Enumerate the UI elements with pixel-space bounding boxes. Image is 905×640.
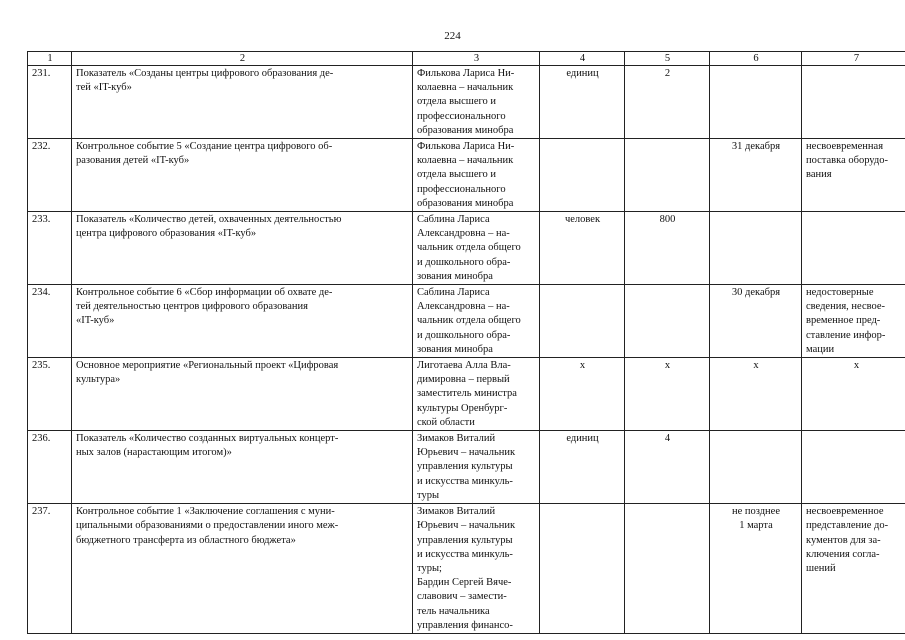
indicator-name-cell-line: «IT-куб» — [76, 315, 115, 327]
unit-cell — [540, 285, 625, 358]
table-row — [28, 212, 905, 285]
deadline-cell-line: 31 декабря — [731, 141, 781, 153]
risk-cell-line: поставка оборудо- — [806, 155, 888, 167]
indicator-name-cell-line: тей деятельностью центров цифрового образования — [76, 301, 308, 313]
column-header-6: 6 — [710, 52, 802, 66]
responsible-person-cell-line: Зимаков Виталий — [417, 433, 496, 445]
indicator-name-cell-line: бюджетного трансферта из областного бюджета» — [76, 534, 296, 546]
value-cell: 2 — [625, 66, 710, 139]
column-header-5: 5 — [625, 52, 710, 66]
value-cell — [625, 504, 710, 634]
responsible-person-cell — [413, 431, 540, 504]
risk-cell — [802, 139, 905, 212]
indicator-name-cell-line: ципальными образованиями о предоставлении иного меж- — [76, 520, 339, 532]
responsible-person-cell-line: профессионального — [417, 183, 506, 195]
responsible-person-cell-line: Юрьевич – начальник — [417, 447, 516, 459]
responsible-person-cell-line: тель начальника — [417, 605, 490, 617]
deadline-cell — [710, 285, 802, 358]
responsible-person-cell — [413, 66, 540, 139]
row-number-cell: 231. — [28, 66, 72, 139]
risk-cell — [802, 212, 905, 285]
document-table — [27, 51, 905, 634]
deadline-cell-line: х — [753, 360, 759, 372]
responsible-person-cell-line: зования минобра — [417, 343, 493, 355]
responsible-person-cell — [413, 139, 540, 212]
responsible-person-cell-line: и искусства минкуль- — [417, 548, 513, 560]
responsible-person-cell-line: колаевна – начальник — [417, 155, 514, 167]
column-header-4: 4 — [540, 52, 625, 66]
column-header-7: 7 — [802, 52, 905, 66]
unit-cell — [540, 139, 625, 212]
indicator-name-cell-line: тей «IT-куб» — [76, 82, 132, 94]
indicator-name-cell — [72, 358, 413, 431]
unit-cell: х — [540, 358, 625, 431]
responsible-person-cell-line: Саблина Лариса — [417, 287, 490, 299]
responsible-person-cell-line: управления культуры — [417, 461, 513, 473]
deadline-cell-line: 1 марта — [739, 520, 773, 532]
responsible-person-cell-line: управления культуры — [417, 534, 513, 546]
unit-cell — [540, 504, 625, 634]
responsible-person-cell-line: ской области — [417, 416, 475, 428]
responsible-person-cell-line: Александровна – на- — [417, 301, 510, 313]
row-number-cell: 233. — [28, 212, 72, 285]
unit-cell: единиц — [540, 66, 625, 139]
responsible-person-cell-line: культуры Оренбург- — [417, 402, 508, 414]
indicator-name-cell-line: Основное мероприятие «Региональный проект «Цифровая — [76, 360, 339, 372]
risk-cell — [802, 285, 905, 358]
risk-cell — [802, 431, 905, 504]
deadline-cell — [710, 504, 802, 634]
responsible-person-cell-line: чальник отдела общего — [417, 242, 521, 254]
indicator-name-cell — [72, 66, 413, 139]
header-row — [28, 52, 905, 66]
deadline-cell-line: 30 декабря — [731, 287, 781, 299]
indicator-name-cell-line: разования детей «IT-куб» — [76, 155, 190, 167]
table-row — [28, 358, 905, 431]
responsible-person-cell-line: зования минобра — [417, 270, 493, 282]
indicator-name-cell — [72, 285, 413, 358]
responsible-person-cell-line: управления финансо- — [417, 619, 513, 631]
responsible-person-cell-line: отдела высшего и — [417, 169, 497, 181]
row-number-cell: 234. — [28, 285, 72, 358]
responsible-person-cell-line: образования минобра — [417, 197, 514, 209]
responsible-person-cell-line: чальник отдела общего — [417, 315, 521, 327]
risk-cell-line: ключения согла- — [806, 548, 880, 560]
risk-cell-line: представление до- — [806, 520, 889, 532]
deadline-cell — [710, 212, 802, 285]
indicator-name-cell — [72, 431, 413, 504]
value-cell: 4 — [625, 431, 710, 504]
value-cell — [625, 285, 710, 358]
responsible-person-cell — [413, 212, 540, 285]
responsible-person-cell-line: Зимаков Виталий — [417, 506, 496, 518]
unit-cell: единиц — [540, 431, 625, 504]
indicator-name-cell-line: Контрольное событие 6 «Сбор информации об охвате де- — [76, 287, 333, 299]
indicator-name-cell-line: центра цифрового образования «IT-куб» — [76, 228, 257, 240]
table-row — [28, 285, 905, 358]
indicator-name-cell-line: Контрольное событие 5 «Создание центра цифрового об- — [76, 141, 333, 153]
responsible-person-cell-line: и искусства минкуль- — [417, 475, 513, 487]
responsible-person-cell — [413, 504, 540, 634]
responsible-person-cell-line: Лиготаева Алла Вла- — [417, 360, 511, 372]
table-row — [28, 66, 905, 139]
risk-cell-line: сведения, несвое- — [806, 301, 886, 313]
deadline-cell — [710, 139, 802, 212]
risk-cell-line: несвоевременное — [806, 506, 884, 518]
risk-cell-line: недостоверные — [806, 287, 874, 299]
indicator-name-cell — [72, 504, 413, 634]
responsible-person-cell-line: профессионального — [417, 110, 506, 122]
indicator-name-cell — [72, 212, 413, 285]
deadline-cell — [710, 66, 802, 139]
risk-cell-line: х — [853, 360, 860, 372]
risk-cell-line: кументов для за- — [806, 534, 881, 546]
row-number-cell: 235. — [28, 358, 72, 431]
risk-cell-line: несвоевременная — [806, 141, 884, 153]
responsible-person-cell-line: димировна – первый — [417, 374, 510, 386]
responsible-person-cell-line: заместитель министра — [417, 388, 517, 400]
responsible-person-cell — [413, 358, 540, 431]
column-header-2: 2 — [72, 52, 413, 66]
table-row — [28, 139, 905, 212]
risk-cell-line: шений — [806, 562, 836, 574]
responsible-person-cell-line: Филькова Лариса Ни- — [417, 68, 515, 79]
row-number-cell: 236. — [28, 431, 72, 504]
row-number-cell: 232. — [28, 139, 72, 212]
responsible-person-cell-line: Филькова Лариса Ни- — [417, 141, 515, 153]
value-cell: 800 — [625, 212, 710, 285]
indicator-name-cell-line: культура» — [76, 374, 121, 386]
indicator-name-cell-line: Контрольное событие 1 «Заключение соглашения с муни- — [76, 506, 335, 518]
responsible-person-cell-line: образования минобра — [417, 124, 514, 136]
indicator-name-cell-line: ных залов (нарастающим итогом)» — [76, 447, 232, 459]
row-number-cell: 237. — [28, 504, 72, 634]
risk-cell — [802, 358, 905, 431]
table-row — [28, 504, 905, 634]
risk-cell-line: ставление инфор- — [806, 329, 886, 341]
responsible-person-cell-line: колаевна – начальник — [417, 82, 514, 94]
deadline-cell — [710, 358, 802, 431]
table-row — [28, 431, 905, 504]
indicator-name-cell-line: Показатель «Созданы центры цифрового образования де- — [76, 68, 334, 79]
responsible-person-cell-line: туры — [417, 489, 440, 501]
responsible-person-cell-line: и дошкольного обра- — [417, 256, 511, 268]
responsible-person-cell-line: Бардин Сергей Вяче- — [417, 577, 512, 589]
responsible-person-cell-line: Юрьевич – начальник — [417, 520, 516, 532]
risk-cell — [802, 504, 905, 634]
responsible-person-cell-line: славович – замести- — [417, 591, 507, 603]
risk-cell — [802, 66, 905, 139]
risk-cell-line: мации — [806, 343, 835, 355]
responsible-person-cell-line: отдела высшего и — [417, 96, 497, 108]
indicator-name-cell — [72, 139, 413, 212]
value-cell — [625, 139, 710, 212]
responsible-person-cell-line: Саблина Лариса — [417, 214, 490, 226]
responsible-person-cell-line: Александровна – на- — [417, 228, 510, 240]
risk-cell-line: вания — [806, 169, 832, 181]
deadline-cell-line: не позднее — [731, 506, 780, 518]
responsible-person-cell-line: туры; — [417, 562, 442, 574]
column-header-3: 3 — [413, 52, 540, 66]
column-header-1: 1 — [28, 52, 72, 66]
deadline-cell — [710, 431, 802, 504]
indicator-name-cell-line: Показатель «Количество созданных виртуальных концерт- — [76, 433, 339, 445]
page-number: 224 — [444, 30, 461, 42]
responsible-person-cell — [413, 285, 540, 358]
value-cell: х — [625, 358, 710, 431]
responsible-person-cell-line: и дошкольного обра- — [417, 329, 511, 341]
indicator-name-cell-line: Показатель «Количество детей, охваченных деятельностью — [76, 214, 342, 226]
unit-cell: человек — [540, 212, 625, 285]
risk-cell-line: временное пред- — [806, 315, 881, 327]
